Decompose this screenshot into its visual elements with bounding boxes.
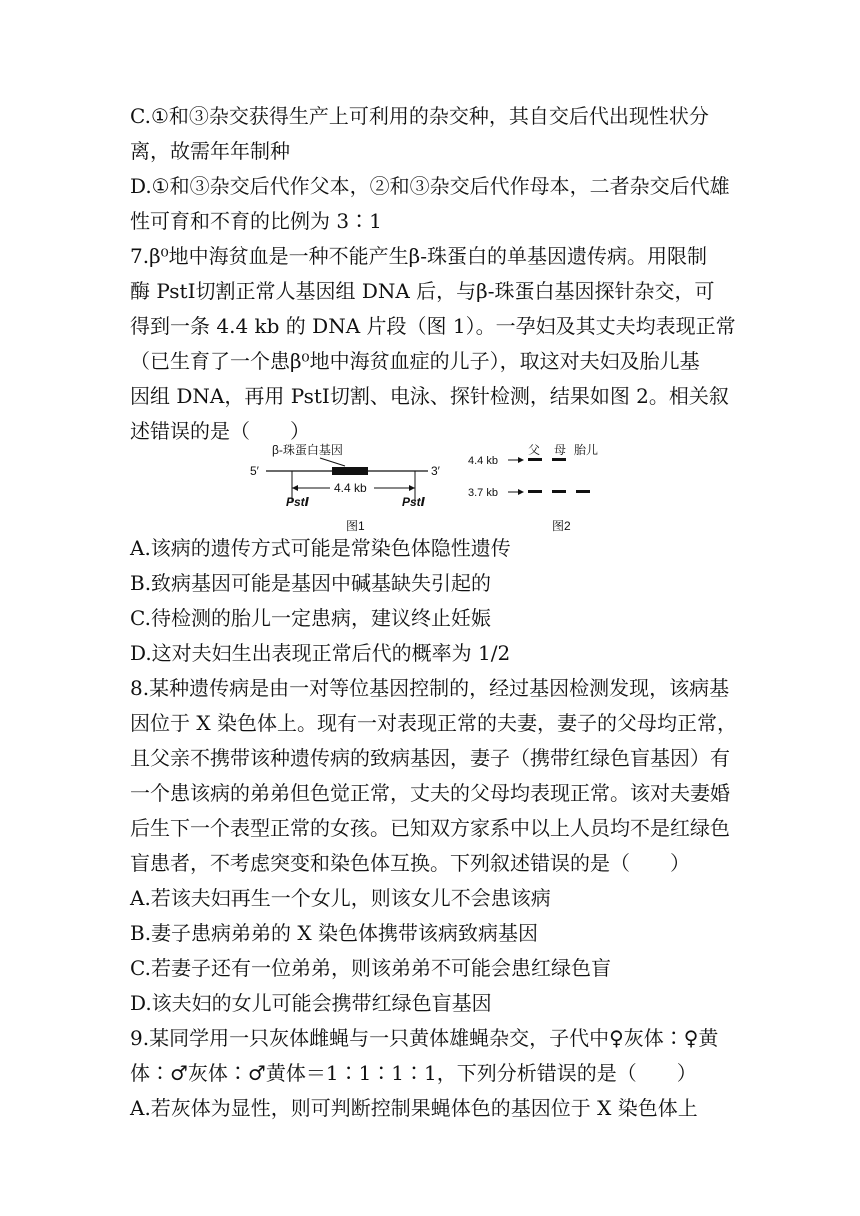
text-line: 盲患者，不考虑突变和染色体互换。下列叙述错误的是（ ）	[130, 851, 690, 875]
text-line: 酶 PstⅠ切割正常人基因组 DNA 后，与β-珠蛋白基因探针杂交，可	[130, 279, 715, 303]
lane-label-mother: 母	[554, 443, 567, 457]
arrowhead-left	[292, 485, 298, 491]
band-mother-large	[552, 458, 566, 461]
band-label-large: 4.4 kb	[468, 455, 498, 467]
band-mother-small	[552, 490, 566, 493]
question-8-stem: 8.某种遗传病是由一对等位基因控制的，经过基因检测发现，该病基	[130, 676, 730, 700]
band-arrowhead-large	[518, 457, 524, 463]
arrowhead-right	[409, 485, 415, 491]
band-father-small	[528, 490, 542, 493]
option-7d: D.这对夫妇生出表现正常后代的概率为 1/2	[130, 641, 511, 665]
text-line: 且父亲不携带该种遗传病的致病基因，妻子（携带红绿色盲基因）有	[130, 746, 730, 770]
option-8d: D.该夫妇的女儿可能会携带红绿色盲基因	[130, 991, 492, 1015]
gene-label: β-珠蛋白基因	[272, 443, 343, 457]
gene-block	[332, 467, 368, 475]
figure-2	[468, 443, 598, 533]
option-8c: C.若妻子还有一位弟弟，则该弟弟不可能会患红绿色盲	[130, 956, 611, 980]
text-line: 一个患该病的弟弟但色觉正常，丈夫的父母均表现正常。该对夫妻婚	[130, 781, 730, 805]
lane-label-father: 父	[528, 443, 541, 457]
figure-2-caption: 图2	[552, 519, 571, 533]
text-line: D.①和③杂交后代作父本，②和③杂交后代作母本，二者杂交后代雄	[130, 174, 730, 198]
option-7a: A.该病的遗传方式可能是常染色体隐性遗传	[130, 536, 511, 560]
text-line: （已生育了一个患β⁰地中海贫血症的儿子），取这对夫妇及胎儿基	[130, 349, 700, 373]
text-line: 体∶♂灰体∶♂黄体＝1∶1∶1∶1，下列分析错误的是（ ）	[130, 1061, 697, 1085]
band-father-large	[528, 458, 542, 461]
text-line: 述错误的是（ ）	[130, 419, 310, 443]
text-line: 因组 DNA，再用 PstⅠ切割、电泳、探针检测，结果如图 2。相关叙	[130, 384, 729, 408]
question-9-stem: 9.某同学用一只灰体雌蝇与一只黄体雄蝇杂交，子代中♀灰体∶♀黄	[130, 1026, 719, 1050]
three-prime-label: 3′	[431, 464, 440, 478]
lane-label-fetus: 胎儿	[574, 443, 599, 457]
band-label-small: 3.7 kb	[468, 487, 498, 499]
figure-1-caption: 图1	[346, 519, 365, 533]
text-line: 因位于 X 染色体上。现有一对表现正常的夫妻，妻子的父母均正常，	[130, 711, 737, 735]
band-arrowhead-small	[518, 489, 524, 495]
enzyme-left-label: PstⅠ	[286, 495, 310, 509]
option-9a: A.若灰体为显性，则可判断控制果蝇体色的基因位于 X 染色体上	[130, 1096, 698, 1120]
option-8b: B.妻子患病弟弟的 X 染色体携带该病致病基因	[130, 921, 539, 945]
figure-1	[250, 442, 441, 533]
five-prime-label: 5′	[250, 464, 259, 478]
option-7b: B.致病基因可能是基因中碱基缺失引起的	[130, 571, 492, 595]
text-line: 后生下一个表型正常的女孩。已知双方家系中以上人员均不是红绿色	[130, 816, 730, 840]
text-line: 得到一条 4.4 kb 的 DNA 片段（图 1）。一孕妇及其丈夫均表现正常	[130, 314, 736, 338]
option-8a: A.若该夫妇再生一个女儿，则该女儿不会患该病	[130, 886, 551, 910]
option-7c: C.待检测的胎儿一定患病，建议终止妊娠	[130, 606, 491, 630]
length-label: 4.4 kb	[334, 481, 367, 495]
gene-pointer	[320, 458, 345, 466]
band-fetus-small	[576, 490, 590, 493]
enzyme-right-label: PstⅠ	[402, 495, 426, 509]
text-line: C.①和③杂交获得生产上可利用的杂交种，其自交后代出现性状分	[130, 104, 709, 128]
figure-dna-diagram	[250, 440, 610, 536]
text-line: 离，故需年年制种	[130, 139, 290, 163]
text-line: 性可育和不育的比例为 3∶1	[130, 209, 382, 233]
question-7-stem: 7.β⁰地中海贫血是一种不能产生β-珠蛋白的单基因遗传病。用限制	[130, 244, 707, 268]
